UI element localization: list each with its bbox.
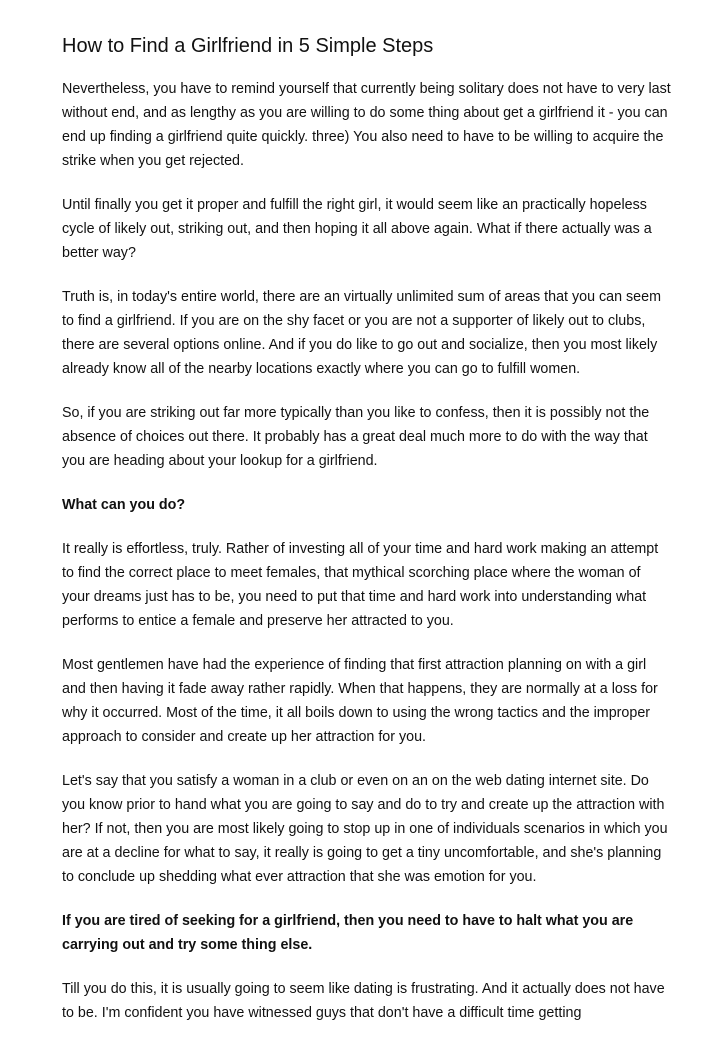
section-heading: If you are tired of seeking for a girlfriend, then you need to have to halt what you are carrying out and try some thing else. xyxy=(62,913,634,953)
body-paragraph: Nevertheless, you have to remind yourself that currently being solitary does not have to very last without end, and as lengthy as you are willing to do some thing about get a girlfriend it - you can end up finding a girlfriend quite quickly. three) You also need to have to be willing to acquire the strike when you get rejected. xyxy=(62,81,671,169)
body-paragraph: Till you do this, it is usually going to seem like dating is frustrating. And it actually does not have to be. I'm confident you have witnessed guys that don't have a difficult time getting xyxy=(62,981,665,1021)
body-paragraph: It really is effortless, truly. Rather of investing all of your time and hard work making an attempt to find the correct place to meet females, that mythical scorching place where the woman of your dreams just has to be, you need to put that time and hard work into understanding what performs to entice a female and preserve her attracted to you. xyxy=(62,541,659,629)
body-paragraph: Truth is, in today's entire world, there are an virtually unlimited sum of areas that you can seem to find a girlfriend. If you are on the shy facet or you are not a supporter of likely out to clubs, there are several options online. And if you do like to go out and socialize, then you most likely already know all of the nearby locations exactly where you can go to fulfill women. xyxy=(62,289,661,377)
body-paragraph: So, if you are striking out far more typically than you like to confess, then it is possibly not the absence of choices out there. It probably has a great deal much more to do with the way that you are heading about your lookup for a girlfriend. xyxy=(62,405,650,469)
body-paragraph: Most gentlemen have had the experience of finding that first attraction planning on with a girl and then having it fade away rather rapidly. When that happens, they are normally at a loss for why it occurred. Most of the time, it all boils down to using the wrong tactics and the improper approach to consider and create up her attraction for you. xyxy=(62,657,658,745)
page-title: How to Find a Girlfriend in 5 Simple Steps xyxy=(62,35,434,57)
body-paragraph: Let's say that you satisfy a woman in a club or even on an on the web dating internet site. Do you know prior to hand what you are going to say and do to try and create up the attraction with her? If not, then you are most likely going to stop up in one of individuals scenarios in which you are at a decline for what to say, it really is going to get a tiny uncomfortable, and she's planning to conclude up shedding what ever attraction that she was emotion for you. xyxy=(62,773,668,885)
document-page xyxy=(62,32,672,1045)
body-paragraph: Until finally you get it proper and fulfill the right girl, it would seem like an practically hopeless cycle of likely out, striking out, and then hoping it all above again. What if there actually was a better way? xyxy=(62,197,652,261)
document-body xyxy=(62,77,672,1025)
section-heading: What can you do? xyxy=(62,497,186,513)
